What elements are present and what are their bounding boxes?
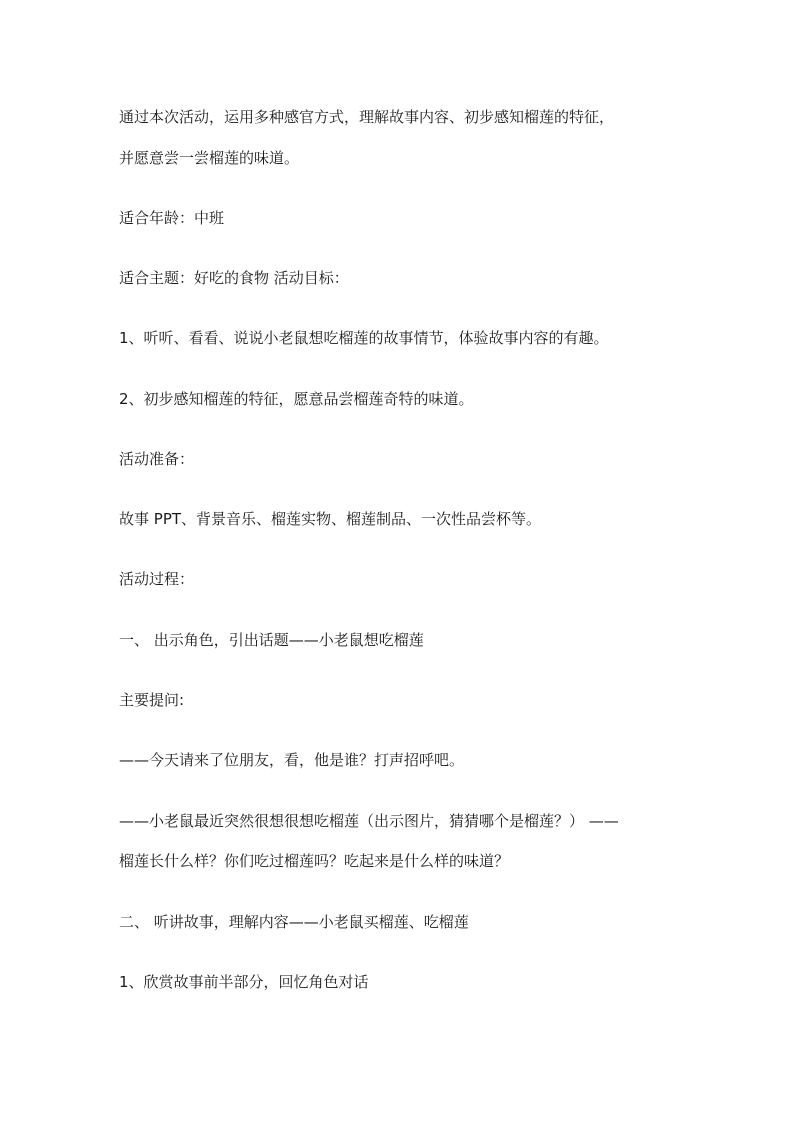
- paragraph-activity-intro: 通过本次活动，运用多种感官方式，理解故事内容、初步感知榴莲的特征，: [119, 108, 615, 126]
- paragraph-question-2-cont: 榴莲长什么样？你们吃过榴莲吗？吃起来是什么样的味道？: [119, 852, 510, 870]
- paragraph-suitable-theme: 适合主题：好吃的食物 活动目标：: [119, 269, 349, 287]
- paragraph-preparation-items: 故事 PPT、背景音乐、榴莲实物、榴莲制品、一次性品尝杯等。: [119, 510, 542, 528]
- paragraph-process-heading: 活动过程：: [119, 570, 195, 588]
- paragraph-goal-1: 1、听听、看看、说说小老鼠想吃榴莲的故事情节，体验故事内容的有趣。: [119, 329, 609, 347]
- paragraph-step-2-item-1: 1、欣赏故事前半部分，回忆角色对话: [119, 973, 369, 991]
- paragraph-goal-2: 2、初步感知榴莲的特征，愿意品尝榴莲奇特的味道。: [119, 390, 474, 408]
- paragraph-step-1: 一、 出示角色，引出话题——小老鼠想吃榴莲: [119, 631, 424, 649]
- paragraph-activity-intro-cont: 并愿意尝一尝榴莲的味道。: [119, 149, 300, 167]
- paragraph-preparation-heading: 活动准备：: [119, 450, 195, 468]
- paragraph-step-2: 二、 听讲故事，理解内容——小老鼠买榴莲、吃榴莲: [119, 913, 469, 931]
- paragraph-question-1: ——今天请来了位朋友，看，他是谁？打声招呼吧。: [119, 751, 465, 769]
- paragraph-suitable-age: 适合年龄：中班: [119, 209, 225, 227]
- paragraph-question-2: ——小老鼠最近突然很想很想吃榴莲（出示图片，猜猜哪个是榴莲？） ——: [119, 812, 619, 830]
- paragraph-main-questions: 主要提问:: [119, 691, 185, 709]
